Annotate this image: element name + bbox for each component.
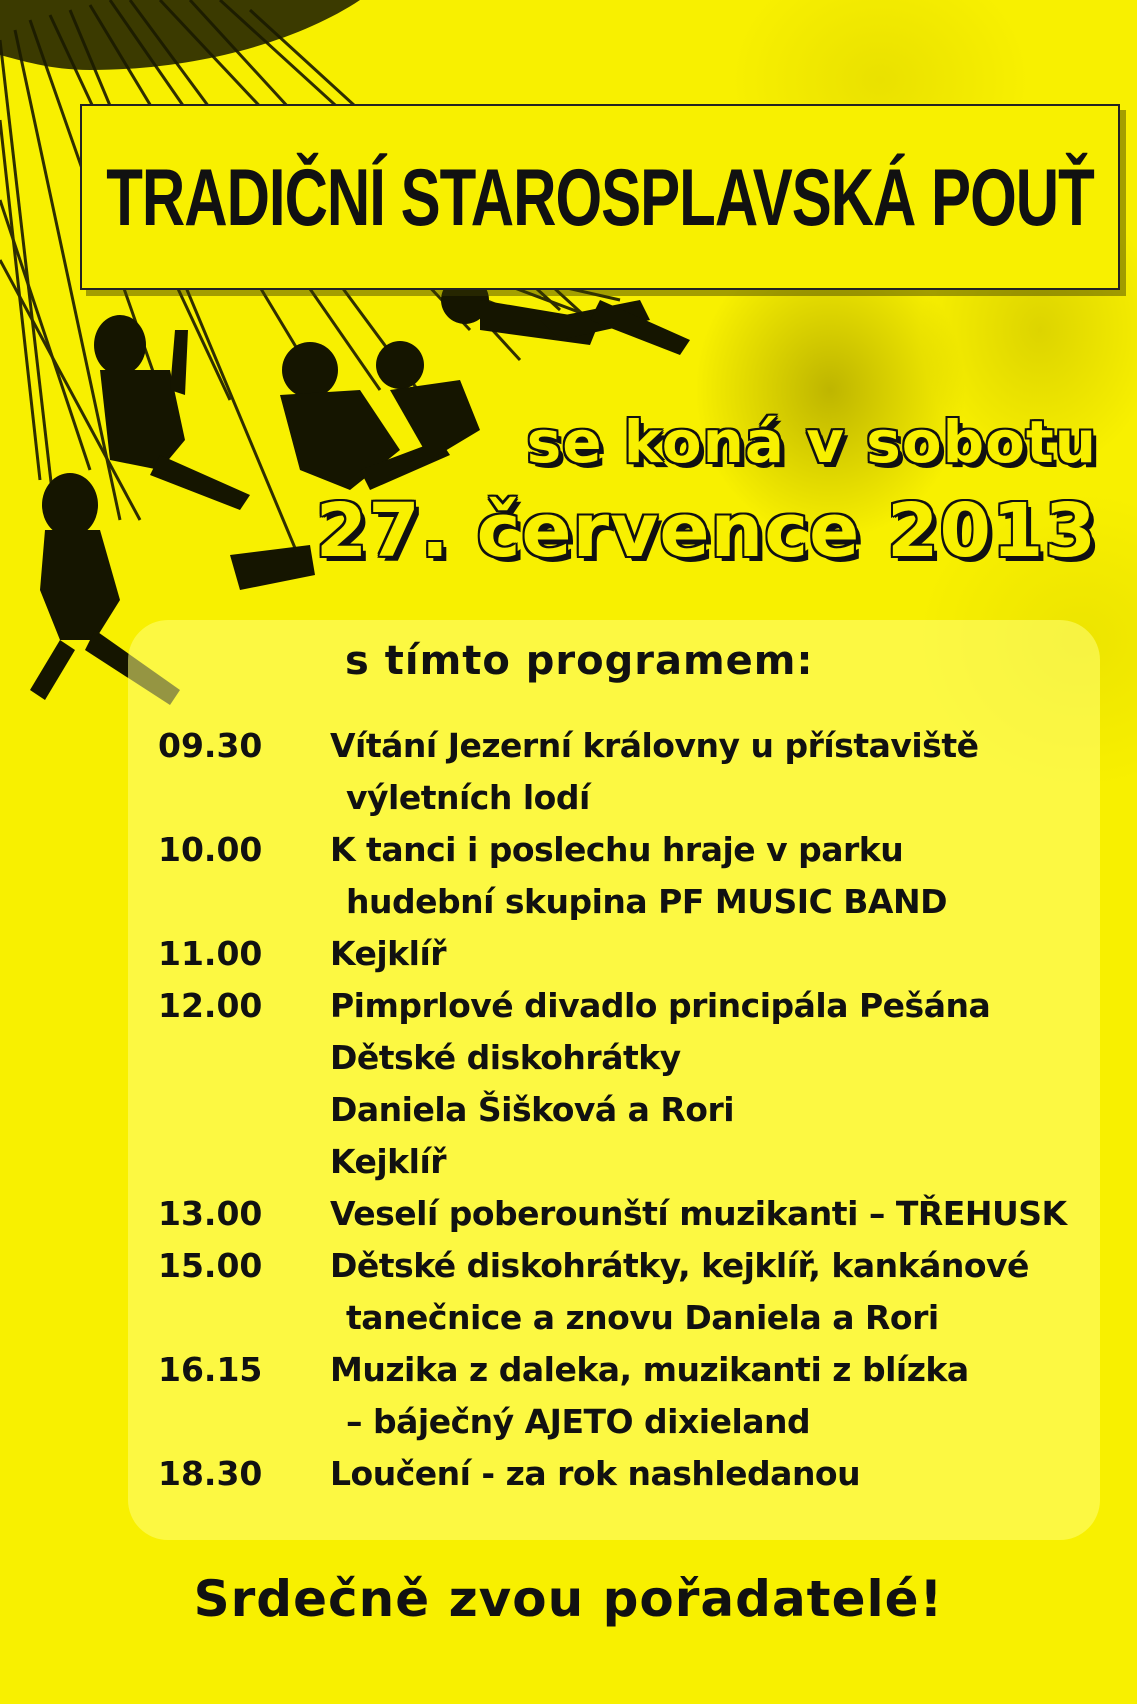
schedule-description: K tanci i poslechu hraje v parku — [330, 830, 904, 869]
schedule-time: 13.00 — [158, 1194, 263, 1233]
program-heading: s tímto programem: — [345, 638, 814, 684]
schedule-description: Daniela Šišková a Rori — [330, 1090, 735, 1129]
schedule-time: 15.00 — [158, 1246, 263, 1285]
schedule-description: Pimprlové divadlo principála Pešána — [330, 986, 991, 1025]
schedule-time: 16.15 — [158, 1350, 263, 1389]
schedule-description: Muzika z daleka, muzikanti z blízka — [330, 1350, 969, 1389]
schedule-description: Dětské diskohrátky — [330, 1038, 681, 1077]
schedule-description: tanečnice a znovu Daniela a Rori — [346, 1298, 939, 1337]
date-line-date: 27. července 2013 — [315, 488, 1097, 574]
schedule-time: 12.00 — [158, 986, 263, 1025]
schedule-description: Loučení - za rok nashledanou — [330, 1454, 861, 1493]
event-title: TRADIČNÍ STAROSPLAVSKÁ POUŤ — [106, 151, 1094, 243]
schedule-description: Dětské diskohrátky, kejklíř, kankánové — [330, 1246, 1029, 1285]
title-box — [80, 104, 1120, 290]
schedule-description: hudební skupina PF MUSIC BAND — [346, 882, 947, 921]
footer-invitation: Srdečně zvou pořadatelé! — [193, 1570, 944, 1628]
schedule-description: Kejklíř — [330, 934, 447, 973]
schedule-description: Veselí poberounští muzikanti – TŘEHUSK — [330, 1194, 1067, 1233]
schedule-time: 10.00 — [158, 830, 263, 869]
schedule-description: výletních lodí — [346, 778, 590, 817]
schedule-time: 18.30 — [158, 1454, 263, 1493]
schedule-description: Kejklíř — [330, 1142, 447, 1181]
schedule-time: 11.00 — [158, 934, 263, 973]
schedule-description: Vítání Jezerní královny u přístaviště — [330, 726, 979, 765]
schedule-time: 09.30 — [158, 726, 263, 765]
schedule-description: – báječný AJETO dixieland — [346, 1402, 811, 1441]
date-line-weekday: se koná v sobotu — [526, 408, 1097, 476]
